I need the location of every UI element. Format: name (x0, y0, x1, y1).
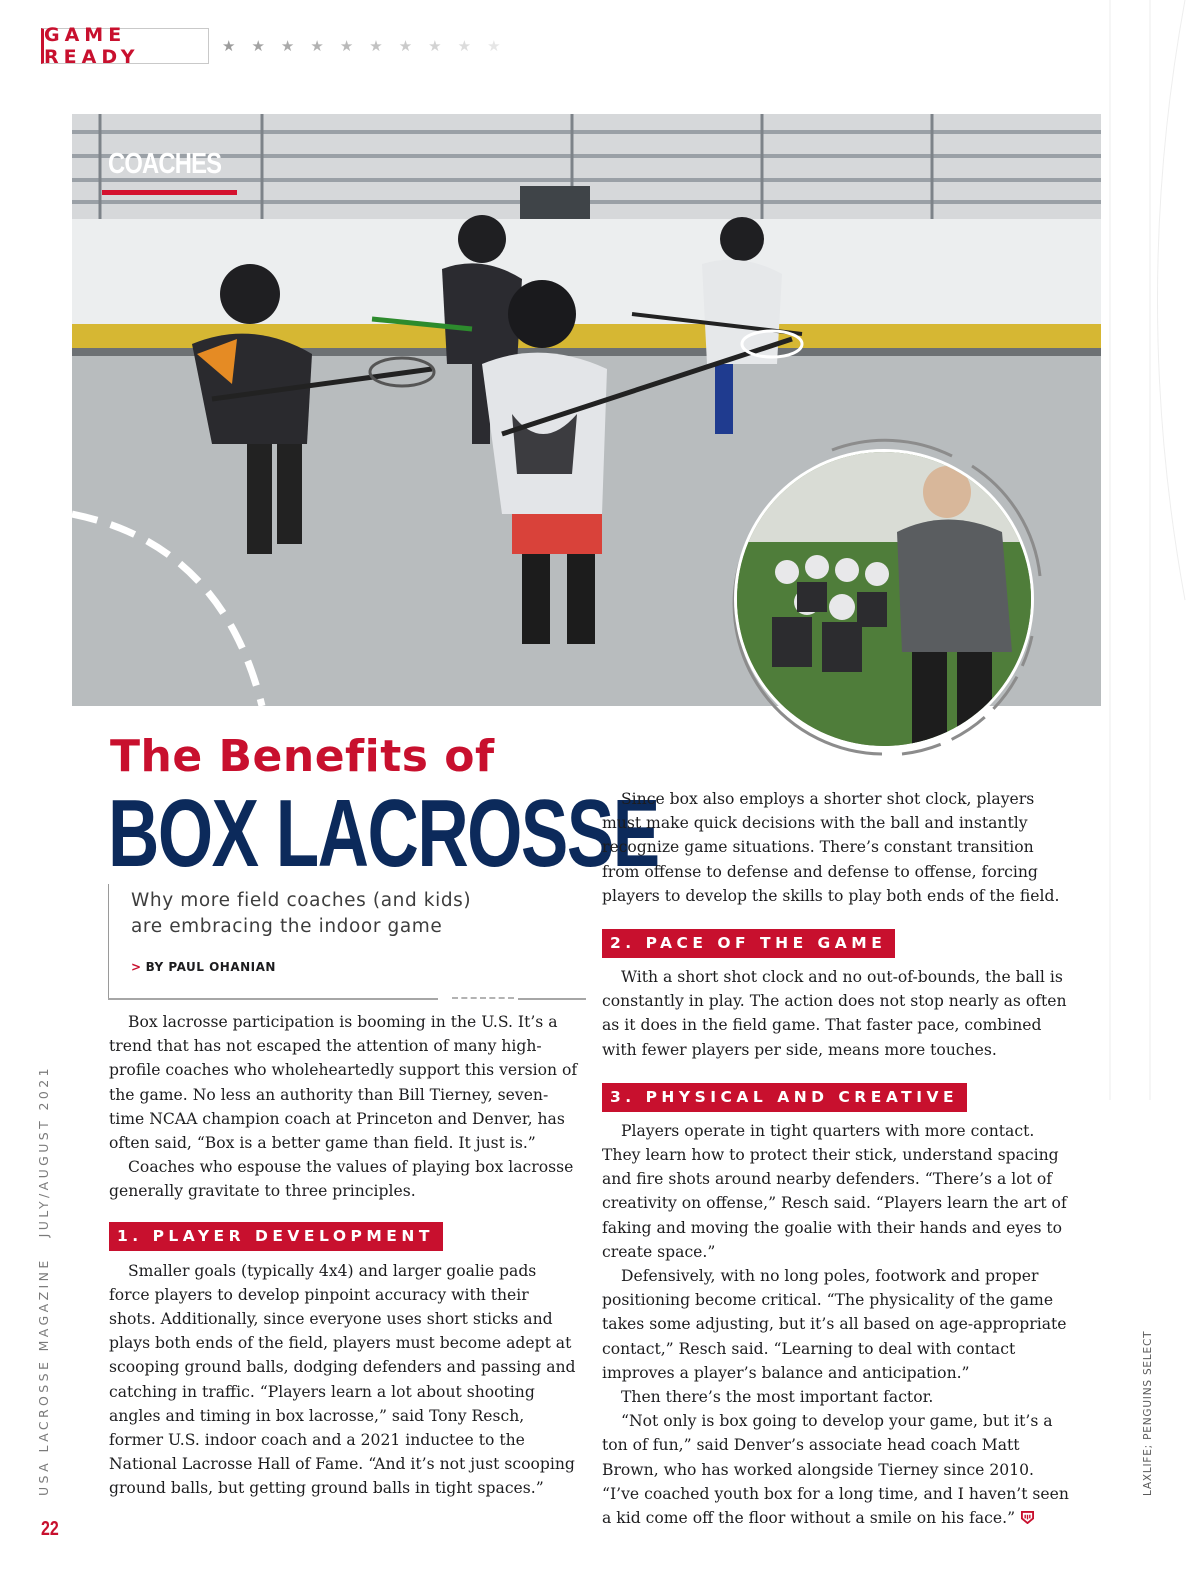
chevron-right-icon: > (131, 960, 142, 974)
article-headline: BOX LACROSSE (108, 780, 659, 887)
inset-coach-photo (737, 452, 1031, 746)
star-icon: ★ (398, 37, 413, 55)
magazine-running-footer (36, 1065, 51, 1496)
magazine-name: USA LACROSSE MAGAZINE (36, 1257, 51, 1496)
end-mark-icon (1021, 1511, 1034, 1524)
star-icon: ★ (280, 37, 295, 55)
article-kicker: The Benefits of (110, 731, 495, 782)
byline (131, 960, 276, 974)
body-paragraph: Players operate in tight quarters with more contact. They learn how to protect their stick, understand spacing and fire shots around nearby defenders. “There’s a lot of creativity on offense,” Resch said. “Players learn the art of faking and moving the goalie with their hands and eyes to create space.” (602, 1121, 1067, 1261)
star-rating (222, 36, 501, 56)
body-paragraph: Coaches who espouse the values of playing box lacrosse generally gravitate to three principles. (109, 1158, 574, 1201)
body-paragraph: With a short shot clock and no out-of-bounds, the ball is constantly in play. The action does not stop nearly as often as it does in the field game. That faster pace, combined with fewer players per side, means more touches. (602, 968, 1067, 1059)
section-heading-wrap (109, 1222, 579, 1251)
deck-frame-dash (452, 997, 514, 999)
section-heading: 1. PLAYER DEVELOPMENT (109, 1222, 443, 1251)
article-deck (131, 888, 571, 940)
body-paragraph: Box lacrosse participation is booming in the U.S. It’s a trend that has not escaped the attention of many high-profile coaches who wholeheartedly support this version of the game. No less an authority than Bill Tierney, seven-time NCAA champion coach at Princeton and Denver, has often said, “Box is a better game than field. It just is.” (109, 1013, 578, 1153)
deck-frame-rule (518, 998, 586, 1000)
star-icon: ★ (310, 37, 324, 55)
issue-date: JULY/AUGUST 2021 (36, 1065, 51, 1238)
byline-author: BY PAUL OHANIAN (145, 960, 276, 974)
body-paragraph: Defensively, with no long poles, footwork and proper positioning become critical. “The physicality of the game takes some adjusting, but it’s all based on age-appropriate contact,” Resch said. “Learning to deal with contact improves a player’s balance and anticipation.” (602, 1267, 1067, 1382)
photo-credit: LAXLIFE; PENGUINS SELECT (1142, 1330, 1154, 1496)
body-paragraph (602, 1409, 1072, 1530)
hero-category-label: COACHES (108, 148, 222, 180)
body-paragraph: Since box also employs a shorter shot clock, players must make quick decisions with the ball and instantly recognize game situations. There’s constant transition from offense to defense and defense to offense, forcing players to develop the skills to play both ends of the field. (602, 790, 1060, 905)
star-icon: ★ (457, 37, 472, 55)
body-paragraph-text: “Not only is box going to develop your game, but it’s a ton of fun,” said Denver’s associate head coach Matt Brown, who has worked alongside Tierney since 2010. “I’ve coached youth box for a long time, and I haven’t seen a kid come off the floor without a smile on his face.” (602, 1412, 1069, 1528)
section-heading: 3. PHYSICAL AND CREATIVE (602, 1083, 967, 1112)
hero-label-underline (102, 190, 237, 195)
section-heading: 2. PACE OF THE GAME (602, 929, 895, 958)
page-number: 22 (41, 1518, 59, 1540)
deck-frame-rule (108, 998, 438, 1000)
body-paragraph: Smaller goals (typically 4x4) and larger goalie pads force players to develop pinpoint accuracy with their shots. Additionally, since everyone uses short sticks and plays both ends of the field, players must become adept at scooping ground balls, dodging defenders and passing and catching in traffic. “Players learn a lot about shooting angles and timing in box lacrosse,” said Tony Resch, former U.S. indoor coach and a 2021 inductee to the National Lacrosse Hall of Fame. “And it’s not just scooping ground balls, but getting ground balls in tight spaces.” (109, 1261, 576, 1498)
section-heading-wrap (602, 1083, 1072, 1112)
deck-line: Why more field coaches (and kids) (131, 890, 472, 911)
inset-photo-illustration (737, 452, 1031, 746)
body-column-left (109, 1010, 579, 1501)
section-heading-wrap (602, 929, 1072, 958)
star-icon: ★ (428, 37, 442, 55)
body-paragraph: Then there’s the most important factor. (621, 1388, 934, 1407)
star-icon: ★ (251, 37, 265, 55)
star-icon: ★ (339, 37, 354, 55)
body-column-right (602, 787, 1072, 1530)
decorative-lines (1090, 0, 1200, 1100)
deck-line: are embracing the indoor game (131, 916, 443, 937)
star-icon: ★ (369, 37, 383, 55)
star-icon: ★ (222, 37, 236, 55)
star-icon: ★ (487, 37, 501, 55)
section-tag: GAME READY (41, 28, 209, 64)
